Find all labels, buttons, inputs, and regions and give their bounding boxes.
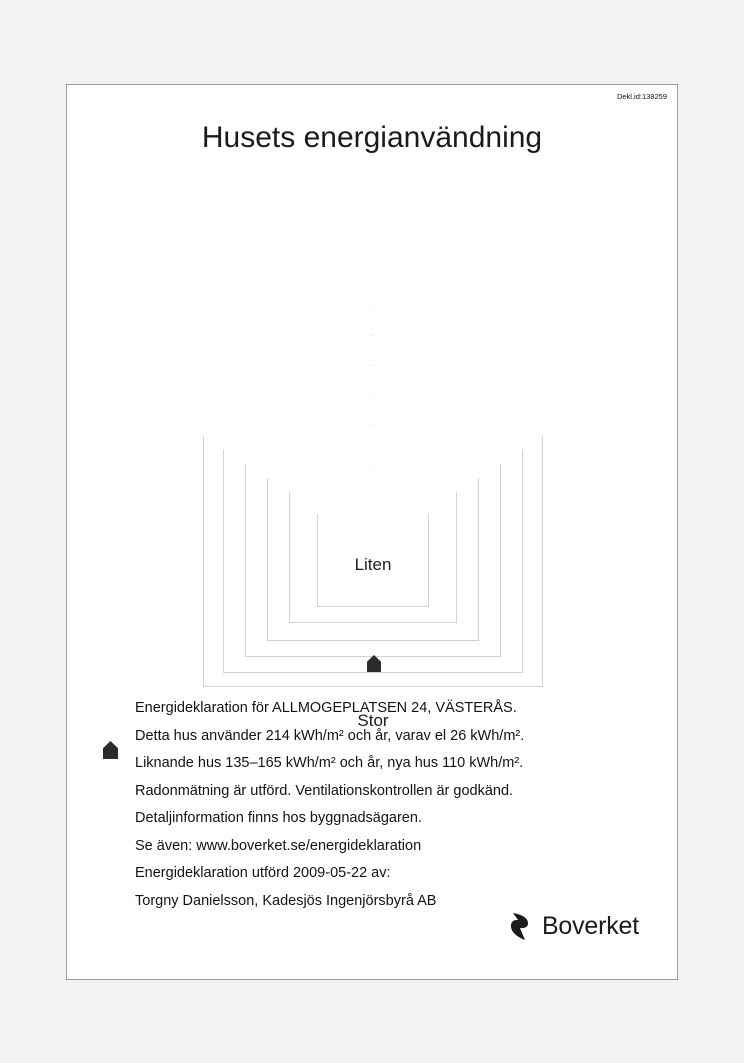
body-line: Radonmätning är utförd. Ventilationskontrollen är godkänd.: [135, 782, 514, 799]
boverket-flame-icon: [509, 911, 535, 941]
diagram-label-liten: Liten: [354, 555, 392, 574]
house-bullet-icon: [103, 741, 118, 759]
body-line: Se även: www.boverket.se/energideklaration: [135, 837, 422, 854]
body-line: Energideklaration utförd 2009-05-22 av:: [135, 865, 391, 881]
page-title: Husets energianvändning: [201, 121, 543, 154]
body-line: Detta hus använder 214 kWh/m² och år, varav el 26 kWh/m².: [135, 727, 525, 744]
energy-declaration-sheet: [66, 84, 678, 980]
boverket-logo-text: Boverket: [541, 911, 639, 940]
boverket-logo: [509, 911, 639, 941]
declaration-id: Dekl.id:138259: [616, 92, 667, 101]
diagram-label-stor: Stor: [357, 711, 389, 730]
body-line: Liknande hus 135–165 kWh/m² och år, nya hus 110 kWh/m².: [135, 755, 524, 771]
declaration-body: [135, 701, 655, 908]
body-line: Detaljinformation finns hos byggnadsägaren.: [135, 810, 422, 826]
body-line: Energideklaration för ALLMOGEPLATSEN 24, VÄSTERÅS.: [135, 700, 517, 716]
body-line: Torgny Danielsson, Kadesjös Ingenjörsbyrå AB: [135, 892, 437, 909]
